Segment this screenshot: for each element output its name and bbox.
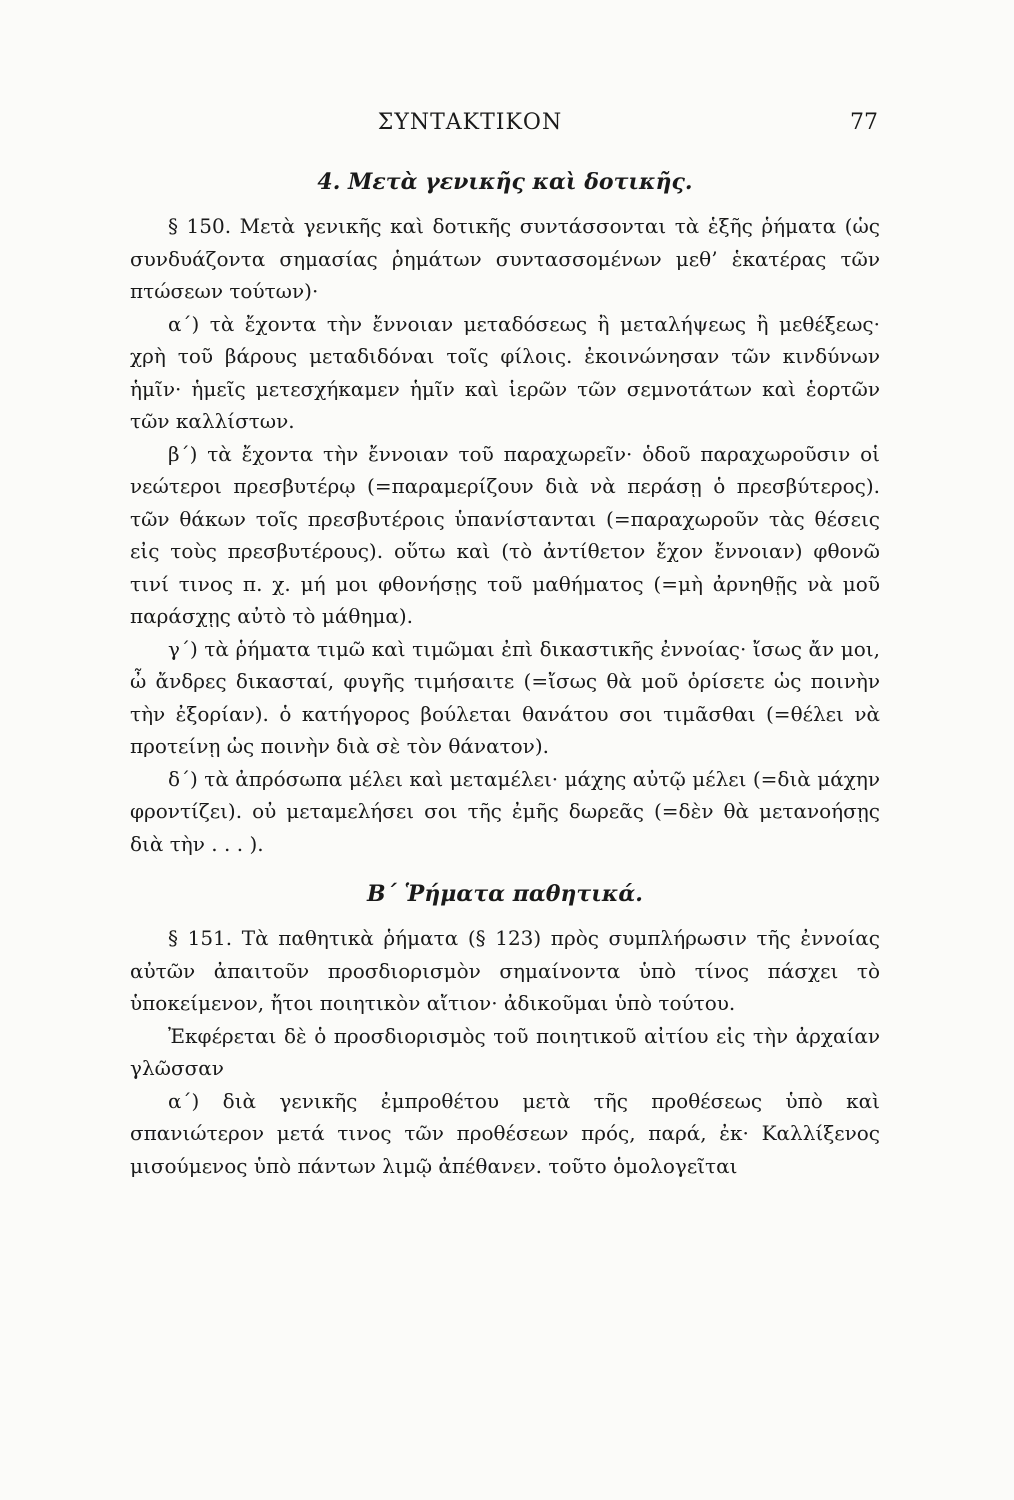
paragraph-151: § 151. Τὰ παθητικὰ ῥήματα (§ 123) πρὸς συμπλήρωσιν τῆς ἐννοίας αὐτῶν ἀπαιτοῦν προσδιορισμὸν σημαίνοντα ὑπὸ τίνος πάσχει τὸ ὑποκείμενον, ἤτοι ποιητικὸν αἴτιον· ἀδικοῦμαι ὑπὸ τούτου. bbox=[130, 926, 880, 1015]
paragraph-150-b: β΄) τὰ ἔχοντα τὴν ἔννοιαν τοῦ παραχωρεῖν· ὁδοῦ παραχωροῦσιν οἱ νεώτεροι πρεσβυτέρῳ (=παραμερίζουν διὰ νὰ περάσῃ ὁ πρεσβύτερος). τῶν θάκων τοῖς πρεσβυτέροις ὑπανίστανται (=παραχωροῦν τὰς θέσεις εἰς τοὺς πρεσβυτέρους). οὕτω καὶ (τὸ ἀντίθετον ἔχον ἔννοιαν) φθονῶ τινί τινος π. χ. μή μοι φθονήσῃς τοῦ μαθήματος (=μὴ ἀρνηθῇς νὰ μοῦ παράσχῃς αὐτὸ τὸ μάθημα). bbox=[130, 441, 880, 628]
paragraph-150-c: γ΄) τὰ ῥήματα τιμῶ καὶ τιμῶμαι ἐπὶ δικαστικῆς ἐννοίας· ἴσως ἄν μοι, ὦ ἄνδρες δικασταί, φυγῆς τιμήσαιτε (=ἴσως θὰ μοῦ ὁρίσετε ὡς ποινὴν τὴν ἐξορίαν). ὁ κατήγορος βούλεται θανάτου σοι τιμᾶσθαι (=θέλει νὰ προτείνῃ ὡς ποινὴν διὰ σὲ τὸν θάνατον). bbox=[130, 636, 880, 758]
paragraph-150-d: δ΄) τὰ ἀπρόσωπα μέλει καὶ μεταμέλει· μάχης αὐτῷ μέλει (=διὰ μάχην φροντίζει). οὐ μεταμελήσει σοι τῆς ἐμῆς δωρεᾶς (=δὲν θὰ μετανοήσῃς διὰ τὴν . . . ). bbox=[130, 766, 880, 856]
section-heading: 4. Μετὰ γενικῆς καὶ δοτικῆς. bbox=[317, 169, 693, 195]
page-body bbox=[130, 160, 880, 1182]
running-head bbox=[0, 110, 1014, 146]
paragraph-150: § 150. Μετὰ γενικῆς καὶ δοτικῆς συντάσσονται τὰ ἑξῆς ῥήματα (ὡς συνδυάζοντα σημασίας ῥημάτων συντασσομένων μεθ’ ἑκατέρας τῶν πτώσεων τούτων)· bbox=[130, 214, 880, 303]
paragraph-151-intro: Ἐκφέρεται δὲ ὁ προσδιορισμὸς τοῦ ποιητικοῦ αἰτίου εἰς τὴν ἀρχαίαν γλῶσσαν bbox=[130, 1023, 880, 1080]
paragraph-150-a: α΄) τὰ ἔχοντα τὴν ἔννοιαν μεταδόσεως ἢ μεταλήψεως ἢ μεθέξεως· χρὴ τοῦ βάρους μεταδιδόναι τοῖς φίλοις. ἐκοινώνησαν τῶν κινδύνων ἡμῖν· ἡμεῖς μετεσχήκαμεν ἡμῖν καὶ ἱερῶν τῶν σεμνοτάτων καὶ ἑορτῶν τῶν καλλίστων. bbox=[130, 311, 880, 433]
subsection-heading: Β΄ Ῥήματα παθητικά. bbox=[367, 881, 643, 907]
page-number: 77 bbox=[850, 110, 878, 135]
running-title: ΣΥΝΤΑΚΤΙΚΟΝ bbox=[377, 110, 563, 135]
paragraph-151-a: α΄) διὰ γενικῆς ἐμπροθέτου μετὰ τῆς προθέσεως ὑπὸ καὶ σπανιώτερον μετά τινος τῶν προθέσεων πρός, παρά, ἐκ· Καλλίξενος μισούμενος ὑπὸ πάντων λιμῷ ἀπέθανεν. τοῦτο ὁμολογεῖται bbox=[130, 1088, 880, 1178]
